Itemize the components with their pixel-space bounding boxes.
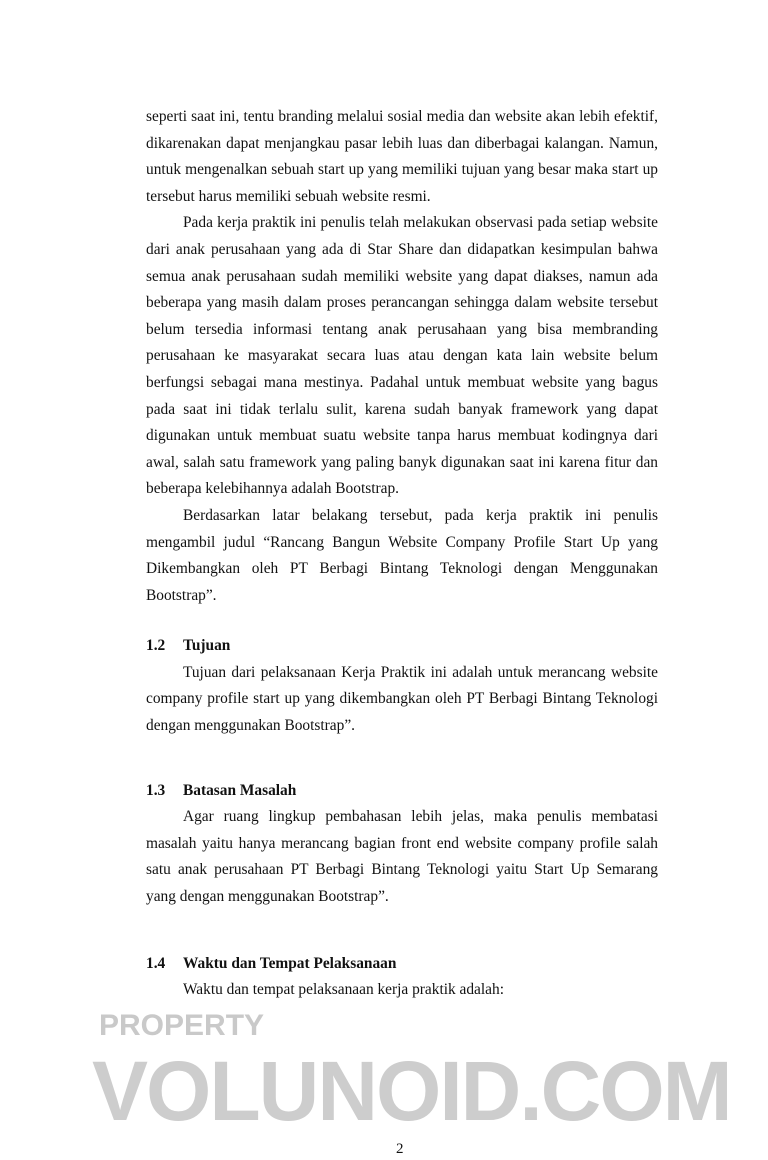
footer-zone (0, 1010, 768, 1160)
section-body-batasan-masalah: Agar ruang lingkup pembahasan lebih jelas, maka penulis membatasi masalah yaitu hanya merancang bagian front end website company profile salah satu anak perusahaan PT Berbagi Bintang Teknologi yaitu Start Up Semarang yang dengan menggunakan Bootstrap”. (146, 808, 658, 906)
section-title: Tujuan (183, 637, 231, 655)
section-title: Batasan Masalah (183, 781, 297, 799)
paragraph-title-statement: Berdasarkan latar belakang tersebut, pada kerja praktik ini penulis mengambil judul “Rancang Bangun Website Company Profile Start Up yang Dikembangkan oleh PT Berbagi Bintang Teknologi dengan Menggunakan Bootstrap”. (146, 506, 658, 604)
section-body-tujuan: Tujuan dari pelaksanaan Kerja Praktik ini adalah untuk merancang website company profile start up yang dikembangkan oleh PT Berbagi Bintang Teknologi dengan menggunakan Bootstrap”. (146, 663, 658, 735)
section-heading-tujuan (146, 633, 658, 660)
watermark-property: PROPERTY (99, 1008, 265, 1042)
section-title: Waktu dan Tempat Pelaksanaan (183, 954, 397, 972)
paragraph-observation: Pada kerja praktik ini penulis telah melakukan observasi pada setiap website dari anak perusahaan yang ada di Star Share dan didapatkan kesimpulan bahwa semua anak perusahaan sudah memiliki website yang dapat diakses, namun ada beberapa yang masih dalam proses perancangan sehingga dalam website tersebut belum tersedia informasi tentang anak perusahaan yang bisa membranding perusahaan ke masyarakat secara luas atau dengan kata lain website belum berfungsi sebagai mana mestinya. Padahal untuk membuat website yang bagus pada saat ini tidak terlalu sulit, karena sudah banyak framework yang dapat digunakan untuk membuat suatu website tanpa harus membuat kodingnya dari awal, salah satu framework yang paling banyk digunakan saat ini karena fitur dan beberapa kelebihannya adalah Bootstrap. (146, 214, 658, 498)
section-number: 1.4 (146, 954, 166, 972)
page-content (146, 0, 658, 1004)
watermark-volunoid: VOLUNOID.COM (92, 1043, 731, 1138)
section-number: 1.2 (146, 637, 166, 655)
section-body-waktu-tempat: Waktu dan tempat pelaksanaan kerja praktik adalah: (183, 981, 504, 999)
section-heading-batasan-masalah (146, 778, 658, 805)
page-number: 2 (396, 1140, 404, 1157)
section-number: 1.3 (146, 781, 166, 799)
paragraph-intro-continued: seperti saat ini, tentu branding melalui sosial media dan website akan lebih efektif, dikarenakan dapat menjangkau pasar lebih luas dan diberbagai kalangan. Namun, untuk mengenalkan sebuah start up yang memiliki tujuan yang besar maka start up tersebut harus memiliki sebuah website resmi. (146, 108, 658, 205)
section-heading-waktu-tempat (146, 951, 658, 978)
